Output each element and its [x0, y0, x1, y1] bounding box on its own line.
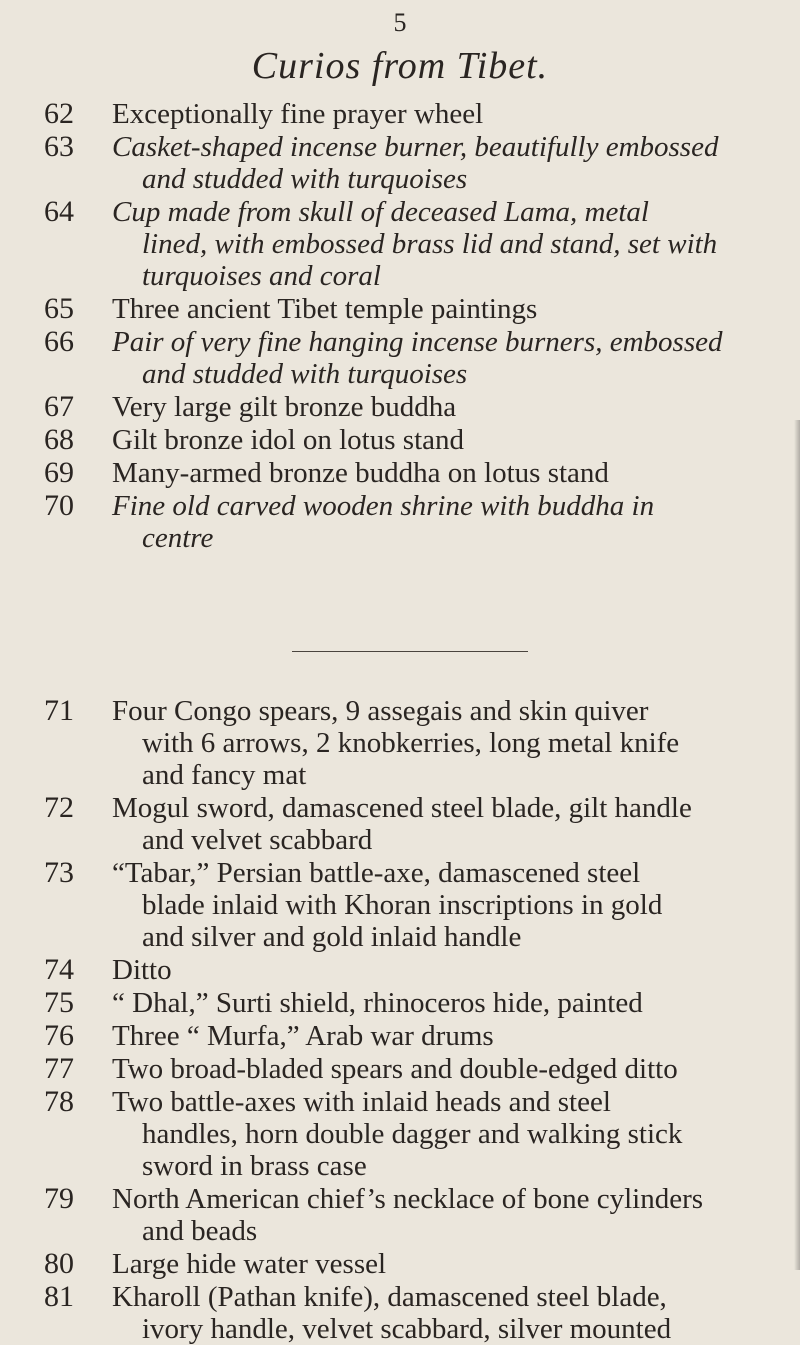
lot-description	[112, 326, 762, 390]
lot-description	[112, 391, 762, 423]
lot-description-line: Kharoll (Pathan knife), damascened steel blade,	[112, 1281, 667, 1313]
section-divider	[292, 651, 528, 652]
lot-number: 78	[44, 1085, 74, 1118]
lot-number: 67	[44, 390, 74, 423]
lot-description-line: Fine old carved wooden shrine with buddha in	[112, 490, 655, 522]
lot-description-line: Many-armed bronze buddha on lotus stand	[112, 457, 609, 489]
lot-description-line: turquoises and coral	[142, 260, 381, 292]
lot-description	[112, 792, 762, 856]
lot-description-line: Two broad-bladed spears and double-edged ditto	[112, 1053, 678, 1085]
lot-description	[112, 98, 762, 130]
lot-description-line: Pair of very fine hanging incense burners, embossed	[112, 326, 723, 358]
lot-description-line: and beads	[142, 1215, 258, 1247]
lot-number: 62	[44, 97, 74, 130]
lot-description	[112, 293, 762, 325]
lot-description-line: sword in brass case	[142, 1150, 367, 1182]
lot-description-line: “Tabar,” Persian battle-axe, damascened steel	[112, 857, 641, 889]
lot-description-line: North American chief’s necklace of bone cylinders	[112, 1183, 704, 1215]
lot-description-line: and studded with turquoises	[142, 163, 468, 195]
lot-description	[112, 987, 762, 1019]
lot-description	[112, 1053, 762, 1085]
lot-number: 64	[44, 195, 74, 228]
lot-description-line: Casket-shaped incense burner, beautifully embossed	[112, 131, 719, 163]
lot-description-line: Three “ Murfa,” Arab war drums	[112, 1020, 494, 1052]
lot-description	[112, 457, 762, 489]
lot-number: 81	[44, 1280, 74, 1313]
lot-number: 66	[44, 325, 74, 358]
lot-description-line: ivory handle, velvet scabbard, silver mounted	[142, 1313, 672, 1345]
lot-description	[112, 424, 762, 456]
lot-description	[112, 1183, 762, 1247]
lot-description-line: Cup made from skull of deceased Lama, metal	[112, 196, 649, 228]
lot-description-line: with 6 arrows, 2 knobkerries, long metal knife	[142, 727, 680, 759]
lot-description	[112, 954, 762, 986]
lot-description-line: Four Congo spears, 9 assegais and skin quiver	[112, 695, 649, 727]
lot-number: 65	[44, 292, 74, 325]
lot-description	[112, 490, 762, 554]
lot-number: 63	[44, 130, 74, 163]
lot-description	[112, 1281, 762, 1345]
lot-description	[112, 1248, 762, 1280]
lot-number: 73	[44, 856, 74, 889]
lot-number: 69	[44, 456, 74, 489]
lot-description-line: and silver and gold inlaid handle	[142, 921, 522, 953]
page-number: 5	[393, 8, 407, 37]
lot-number: 70	[44, 489, 74, 522]
lot-number: 76	[44, 1019, 74, 1052]
lot-description-line: lined, with embossed brass lid and stand, set with	[142, 228, 718, 260]
lot-number: 75	[44, 986, 74, 1019]
lot-description-line: handles, horn double dagger and walking stick	[142, 1118, 683, 1150]
lot-description-line: Very large gilt bronze buddha	[112, 391, 457, 423]
lot-description-line: and fancy mat	[142, 759, 307, 791]
lot-description-line: and velvet scabbard	[142, 824, 373, 856]
lot-number: 72	[44, 791, 74, 824]
lot-description-line: Large hide water vessel	[112, 1248, 387, 1280]
lot-description-line: “ Dhal,” Surti shield, rhinoceros hide, painted	[112, 987, 643, 1019]
lot-number: 77	[44, 1052, 74, 1085]
lot-description-line: Exceptionally fine prayer wheel	[112, 98, 484, 130]
lot-description-line: centre	[142, 522, 214, 554]
page-title: Curios from Tibet.	[251, 45, 549, 87]
lot-number: 71	[44, 694, 74, 727]
lot-description-line: Gilt bronze idol on lotus stand	[112, 424, 464, 456]
lot-number: 68	[44, 423, 74, 456]
lot-description	[112, 1086, 762, 1182]
lot-number: 80	[44, 1247, 74, 1280]
lot-description	[112, 695, 762, 791]
lot-description-line: Two battle-axes with inlaid heads and steel	[112, 1086, 611, 1118]
lot-description	[112, 857, 762, 953]
lot-number: 74	[44, 953, 74, 986]
lot-number: 79	[44, 1182, 74, 1215]
lot-description-line: Three ancient Tibet temple paintings	[112, 293, 538, 325]
page-edge-shadow	[794, 420, 800, 1270]
lot-description-line: and studded with turquoises	[142, 358, 468, 390]
lot-description-line: Mogul sword, damascened steel blade, gilt handle	[112, 792, 692, 824]
lot-description	[112, 131, 762, 195]
lot-description	[112, 196, 762, 292]
lot-description	[112, 1020, 762, 1052]
lot-description-line: Ditto	[112, 954, 172, 986]
lot-description-line: blade inlaid with Khoran inscriptions in gold	[142, 889, 663, 921]
